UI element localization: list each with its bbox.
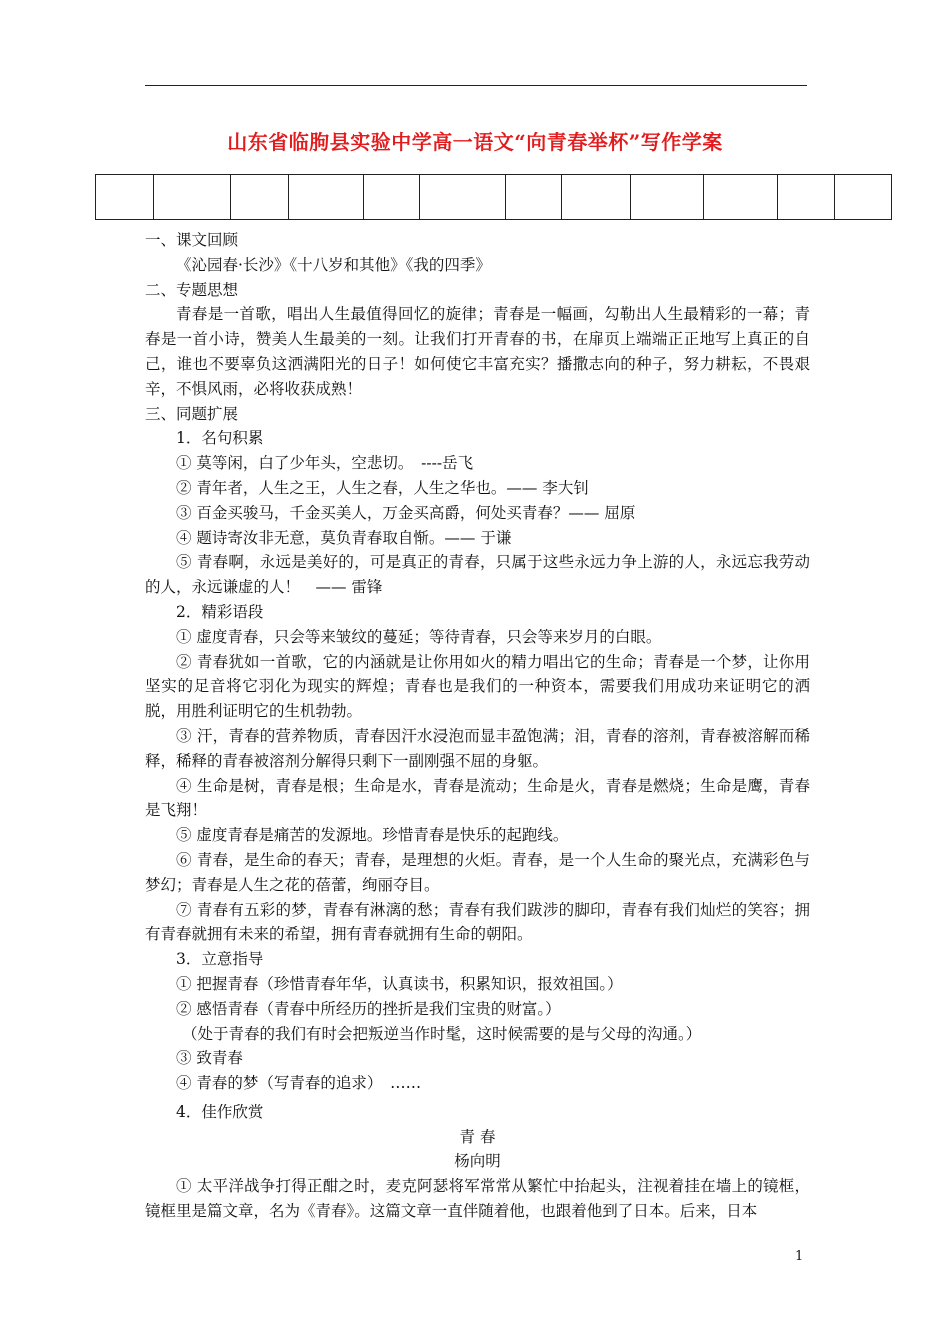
table-cell bbox=[835, 175, 891, 219]
idea-note: （处于青春的我们有时会把叛逆当作时髦，这时候需要的是与父母的沟通。） bbox=[182, 1024, 702, 1043]
subsection-heading: 1．名句积累 bbox=[176, 429, 264, 448]
quote-item: ① 莫等闲，白了少年头，空悲切。 ----岳飞 bbox=[176, 454, 474, 473]
table-cell bbox=[154, 175, 231, 219]
table-cell bbox=[506, 175, 562, 219]
subsection-heading: 3．立意指导 bbox=[176, 950, 264, 969]
idea-item: ② 感悟青春（青春中所经历的挫折是我们宝贵的财富。） bbox=[176, 999, 561, 1018]
quote-item: ② 青年者，人生之王，人生之春，人生之华也。—— 李大钊 bbox=[176, 478, 589, 497]
idea-item: ④ 青春的梦（写青春的追求） …… bbox=[176, 1074, 422, 1093]
subsection-heading: 4．佳作欣赏 bbox=[176, 1102, 264, 1121]
document-body bbox=[145, 228, 810, 1224]
passage-item: ⑤ 虚度青春是痛苦的发源地。珍惜青春是快乐的起跑线。 bbox=[176, 826, 569, 845]
document-title: 山东省临朐县实验中学高一语文“向青春举杯”写作学案 bbox=[227, 130, 723, 154]
essay-author: 杨向明 bbox=[454, 1152, 501, 1171]
table-cell bbox=[231, 175, 289, 219]
passage-item: ② 青春犹如一首歌，它的内涵就是让你用如火的精力唱出它的生命；青春是一个梦，让你用坚实的足音将它羽化为现实的辉煌；青春也是我们的一种资本，需要我们用成功来证明它的洒脱，用胜利证明它的生机勃勃。 bbox=[145, 652, 810, 721]
essay-title: 青 春 bbox=[459, 1127, 496, 1146]
table-cell bbox=[631, 175, 705, 219]
section-heading: 二、专题思想 bbox=[145, 280, 239, 299]
table-cell bbox=[562, 175, 631, 219]
table-cell bbox=[704, 175, 778, 219]
idea-item: ③ 致青春 bbox=[176, 1049, 243, 1068]
text-list: 《沁园春·长沙》《十八岁和其他》《我的四季》 bbox=[176, 255, 491, 274]
table-cell bbox=[778, 175, 835, 219]
passage-item: ⑦ 青春有五彩的梦，青春有淋漓的愁；青春有我们跋涉的脚印，青春有我们灿烂的笑容；拥有青春就拥有未来的希望，拥有青春就拥有生命的朝阳。 bbox=[145, 900, 810, 944]
table-cell bbox=[420, 175, 506, 219]
header-rule bbox=[145, 85, 807, 86]
table-cell bbox=[364, 175, 420, 219]
score-table bbox=[95, 174, 892, 220]
quote-item: ③ 百金买骏马，千金买美人，万金买高爵，何处买青春？—— 屈原 bbox=[176, 503, 636, 522]
passage-item: ③ 汗，青春的营养物质，青春因汗水浸泡而显丰盈饱满；泪，青春的溶剂，青春被溶解而稀释，稀释的青春被溶剂分解得只剩下一副刚强不屈的身躯。 bbox=[145, 726, 810, 770]
passage-item: ④ 生命是树，青春是根；生命是水，青春是流动；生命是火，青春是燃烧；生命是鹰，青春是飞翔！ bbox=[145, 776, 810, 820]
section-heading: 三、同题扩展 bbox=[145, 404, 239, 423]
idea-item: ① 把握青春（珍惜青春年华，认真读书，积累知识，报效祖国。） bbox=[176, 974, 623, 993]
passage-item: ① 虚度青春，只会等来皱纹的蔓延；等待青春，只会等来岁月的白眼。 bbox=[176, 627, 662, 646]
table-cell bbox=[96, 175, 154, 219]
essay-paragraph: ① 太平洋战争打得正酣之时，麦克阿瑟将军常常从繁忙中抬起头，注视着挂在墙上的镜框，镜框里是篇文章，名为《青春》。这篇文章一直伴随着他，也跟着他到了日本。后来，日本 bbox=[145, 1177, 810, 1221]
page-number: 1 bbox=[795, 1249, 804, 1264]
passage-item: ⑥ 青春，是生命的春天；青春，是理想的火炬。青春，是一个人生命的聚光点，充满彩色与梦幻；青春是人生之花的蓓蕾，绚丽夺目。 bbox=[145, 850, 810, 894]
paragraph: 青春是一首歌，唱出人生最值得回忆的旋律；青春是一幅画，勾勒出人生最精彩的一幕；青春是一首小诗，赞美人生最美的一刻。让我们打开青春的书，在扉页上端端正正地写上真正的自己，谁也不要辜负这洒满阳光的日子！如何使它丰富充实？播撒志向的种子，努力耕耘，不畏艰辛，不惧风雨，必将收获成熟！ bbox=[145, 305, 810, 398]
quote-item: ⑤ 青春啊，永远是美好的，可是真正的青春，只属于这些永远力争上游的人，永远忘我劳动的人，永远谦虚的人！ —— 雷锋 bbox=[145, 553, 810, 597]
table-cell bbox=[289, 175, 365, 219]
quote-item: ④ 题诗寄汝非无意，莫负青春取自惭。—— 于谦 bbox=[176, 528, 512, 547]
section-heading: 一、课文回顾 bbox=[145, 231, 239, 249]
subsection-heading: 2．精彩语段 bbox=[176, 602, 264, 621]
